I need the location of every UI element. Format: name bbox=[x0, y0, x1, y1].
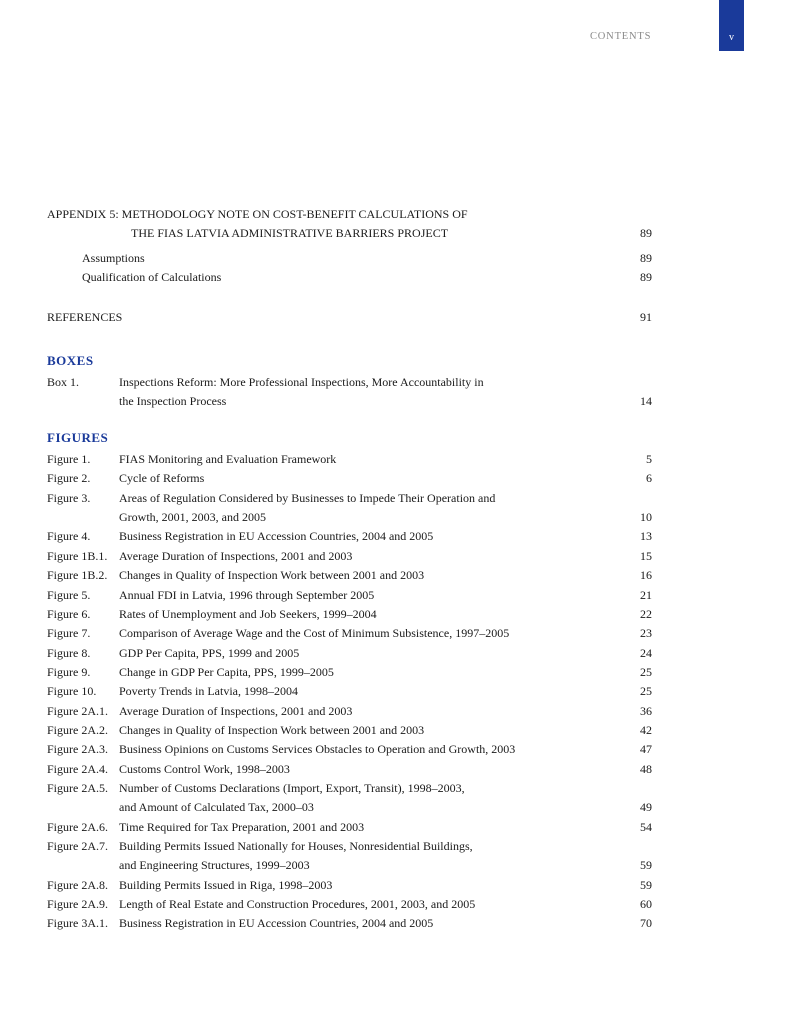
toc-page-number: 25 bbox=[640, 664, 652, 679]
figure-entry-cont[interactable] bbox=[47, 799, 652, 815]
figure-title: Business Opinions on Customs Services Obstacles to Operation and Growth, 2003 bbox=[119, 742, 516, 757]
figure-title: Time Required for Tax Preparation, 2001 and 2003 bbox=[119, 819, 365, 834]
toc-page-number: 16 bbox=[640, 568, 652, 583]
figure-title: Average Duration of Inspections, 2001 and 2003 bbox=[119, 703, 353, 718]
figure-entry[interactable] bbox=[47, 741, 652, 757]
figure-entry[interactable] bbox=[47, 548, 652, 564]
references-title: REFERENCES bbox=[47, 310, 123, 324]
figure-label: Figure 6. bbox=[47, 606, 91, 621]
figure-title: GDP Per Capita, PPS, 1999 and 2005 bbox=[119, 645, 300, 660]
toc-page-number: 60 bbox=[640, 897, 652, 911]
figure-title: Length of Real Estate and Construction Procedures, 2001, 2003, and 2005 bbox=[119, 897, 476, 911]
figure-title: Building Permits Issued in Riga, 1998–2003 bbox=[119, 877, 333, 892]
figure-title: Business Registration in EU Accession Countries, 2004 and 2005 bbox=[119, 529, 434, 544]
toc-page-number: 14 bbox=[640, 394, 652, 408]
figure-title: Cycle of Reforms bbox=[119, 471, 205, 486]
figure-label: Figure 2. bbox=[47, 471, 91, 486]
toc-page-number: 24 bbox=[640, 645, 652, 660]
figure-title-cont: and Amount of Calculated Tax, 2000–03 bbox=[119, 800, 314, 815]
figure-entry[interactable] bbox=[47, 490, 652, 506]
toc-entry-appendix-5-cont[interactable] bbox=[47, 225, 652, 241]
appendix-title-line2: THE FIAS LATVIA ADMINISTRATIVE BARRIERS PROJECT bbox=[131, 226, 449, 240]
toc-page-number: 21 bbox=[640, 587, 652, 602]
page-number-tab bbox=[719, 0, 744, 51]
figure-entry[interactable] bbox=[47, 567, 652, 583]
figure-entry[interactable] bbox=[47, 606, 652, 622]
toc-page-number: 36 bbox=[640, 703, 652, 718]
figure-title: Changes in Quality of Inspection Work between 2001 and 2003 bbox=[119, 722, 425, 737]
figure-label: Figure 7. bbox=[47, 626, 91, 641]
figure-entry[interactable] bbox=[47, 664, 652, 680]
figure-label: Figure 8. bbox=[47, 645, 91, 660]
toc-page-number: 48 bbox=[640, 761, 652, 776]
figure-title: Poverty Trends in Latvia, 1998–2004 bbox=[119, 684, 298, 699]
figure-title: Areas of Regulation Considered by Businesses to Impede Their Operation and bbox=[119, 490, 496, 505]
toc-page-number: 42 bbox=[640, 722, 652, 737]
figure-entry[interactable] bbox=[47, 683, 652, 699]
toc-page-number: 25 bbox=[640, 684, 652, 699]
figure-label: Figure 1B.2. bbox=[47, 568, 108, 583]
figures-heading: FIGURES bbox=[47, 430, 109, 445]
figure-label: Figure 2A.9. bbox=[47, 897, 108, 911]
figure-entry[interactable] bbox=[47, 451, 652, 467]
toc-page-number: 23 bbox=[640, 626, 652, 641]
figure-entry[interactable] bbox=[47, 587, 652, 603]
figure-label: Figure 3. bbox=[47, 490, 91, 505]
boxes-heading: BOXES bbox=[47, 353, 94, 368]
figure-entry[interactable] bbox=[47, 780, 652, 796]
figure-title: Change in GDP Per Capita, PPS, 1999–2005 bbox=[119, 664, 334, 679]
figure-title: Average Duration of Inspections, 2001 and 2003 bbox=[119, 548, 353, 563]
figure-title: Business Registration in EU Accession Countries, 2004 and 2005 bbox=[119, 916, 434, 931]
figure-entry[interactable] bbox=[47, 819, 652, 835]
figure-title: Comparison of Average Wage and the Cost of Minimum Subsistence, 1997–2005 bbox=[119, 626, 510, 641]
figure-title: Annual FDI in Latvia, 1996 through September 2005 bbox=[119, 587, 375, 602]
figure-label: Figure 1. bbox=[47, 452, 91, 466]
figure-title: Number of Customs Declarations (Import, Export, Transit), 1998–2003, bbox=[119, 781, 465, 795]
figure-label: Figure 2A.5. bbox=[47, 781, 108, 795]
running-header: CONTENTS bbox=[590, 31, 652, 42]
toc-page-number: 22 bbox=[640, 606, 652, 621]
toc-page-number: 10 bbox=[640, 510, 652, 525]
figure-entry[interactable] bbox=[47, 896, 652, 912]
figure-label: Figure 2A.4. bbox=[47, 761, 108, 776]
page-number: v bbox=[729, 32, 734, 43]
toc-subentry[interactable] bbox=[47, 269, 652, 285]
box-entry[interactable] bbox=[47, 374, 652, 390]
figure-label: Figure 2A.1. bbox=[47, 703, 108, 718]
toc-page-number: 59 bbox=[640, 877, 652, 892]
figure-entry[interactable] bbox=[47, 625, 652, 641]
figure-title: Changes in Quality of Inspection Work between 2001 and 2003 bbox=[119, 568, 425, 583]
figure-title: Customs Control Work, 1998–2003 bbox=[119, 761, 290, 776]
toc-page-number: 89 bbox=[640, 270, 652, 284]
figure-entry-cont[interactable] bbox=[47, 509, 652, 525]
toc-page-number: 91 bbox=[640, 310, 652, 324]
figure-label: Figure 10. bbox=[47, 684, 97, 699]
figure-title: Building Permits Issued Nationally for Houses, Nonresidential Buildings, bbox=[119, 839, 473, 853]
toc-entry-references[interactable] bbox=[47, 309, 652, 325]
figure-entry[interactable] bbox=[47, 877, 652, 893]
box-title-cont: the Inspection Process bbox=[119, 394, 227, 408]
appendix-title-line1: APPENDIX 5: METHODOLOGY NOTE ON COST-BENEFIT CALCULATIONS OF bbox=[47, 207, 468, 221]
figure-label: Figure 2A.3. bbox=[47, 742, 108, 757]
figure-entry[interactable] bbox=[47, 838, 652, 854]
toc-page-number: 5 bbox=[646, 452, 652, 466]
figure-label: Figure 2A.6. bbox=[47, 819, 108, 834]
toc-page-number: 89 bbox=[640, 226, 652, 240]
figure-entry[interactable] bbox=[47, 761, 652, 777]
toc-page-number: 15 bbox=[640, 548, 652, 563]
figure-entry[interactable] bbox=[47, 645, 652, 661]
toc-page-number: 59 bbox=[640, 858, 652, 873]
figure-entry[interactable] bbox=[47, 915, 652, 931]
figure-label: Figure 1B.1. bbox=[47, 548, 108, 563]
figure-entry[interactable] bbox=[47, 470, 652, 486]
figure-label: Figure 5. bbox=[47, 587, 91, 602]
figure-entry[interactable] bbox=[47, 722, 652, 738]
toc-subentry-text: Assumptions bbox=[82, 251, 145, 265]
box-title: Inspections Reform: More Professional Inspections, More Accountability in bbox=[119, 375, 484, 389]
toc-page-number: 70 bbox=[640, 916, 652, 931]
figure-title-cont: Growth, 2001, 2003, and 2005 bbox=[119, 510, 266, 525]
figure-label: Figure 2A.2. bbox=[47, 722, 108, 737]
toc-subentry-text: Qualification of Calculations bbox=[82, 270, 222, 284]
toc-entry-appendix-5[interactable] bbox=[47, 206, 652, 222]
figure-label: Figure 2A.8. bbox=[47, 877, 108, 892]
figure-label: Figure 9. bbox=[47, 664, 91, 679]
figure-entry-cont[interactable] bbox=[47, 857, 652, 873]
box-label: Box 1. bbox=[47, 375, 80, 389]
figure-title: FIAS Monitoring and Evaluation Framework bbox=[119, 452, 337, 466]
toc-page-number: 13 bbox=[640, 529, 652, 544]
figure-label: Figure 2A.7. bbox=[47, 839, 108, 853]
figure-entry[interactable] bbox=[47, 528, 652, 544]
toc-subentry[interactable] bbox=[47, 250, 652, 266]
toc-page-number: 89 bbox=[640, 251, 652, 265]
toc-page-number: 6 bbox=[646, 471, 652, 486]
box-entry-cont[interactable] bbox=[47, 393, 652, 409]
figure-title-cont: and Engineering Structures, 1999–2003 bbox=[119, 858, 310, 873]
figure-title: Rates of Unemployment and Job Seekers, 1999–2004 bbox=[119, 606, 377, 621]
toc-page-number: 49 bbox=[640, 800, 652, 815]
toc-page-number: 54 bbox=[640, 819, 652, 834]
toc-page-number: 47 bbox=[640, 742, 652, 757]
figure-entry[interactable] bbox=[47, 703, 652, 719]
figure-label: Figure 4. bbox=[47, 529, 91, 544]
figure-label: Figure 3A.1. bbox=[47, 916, 108, 931]
